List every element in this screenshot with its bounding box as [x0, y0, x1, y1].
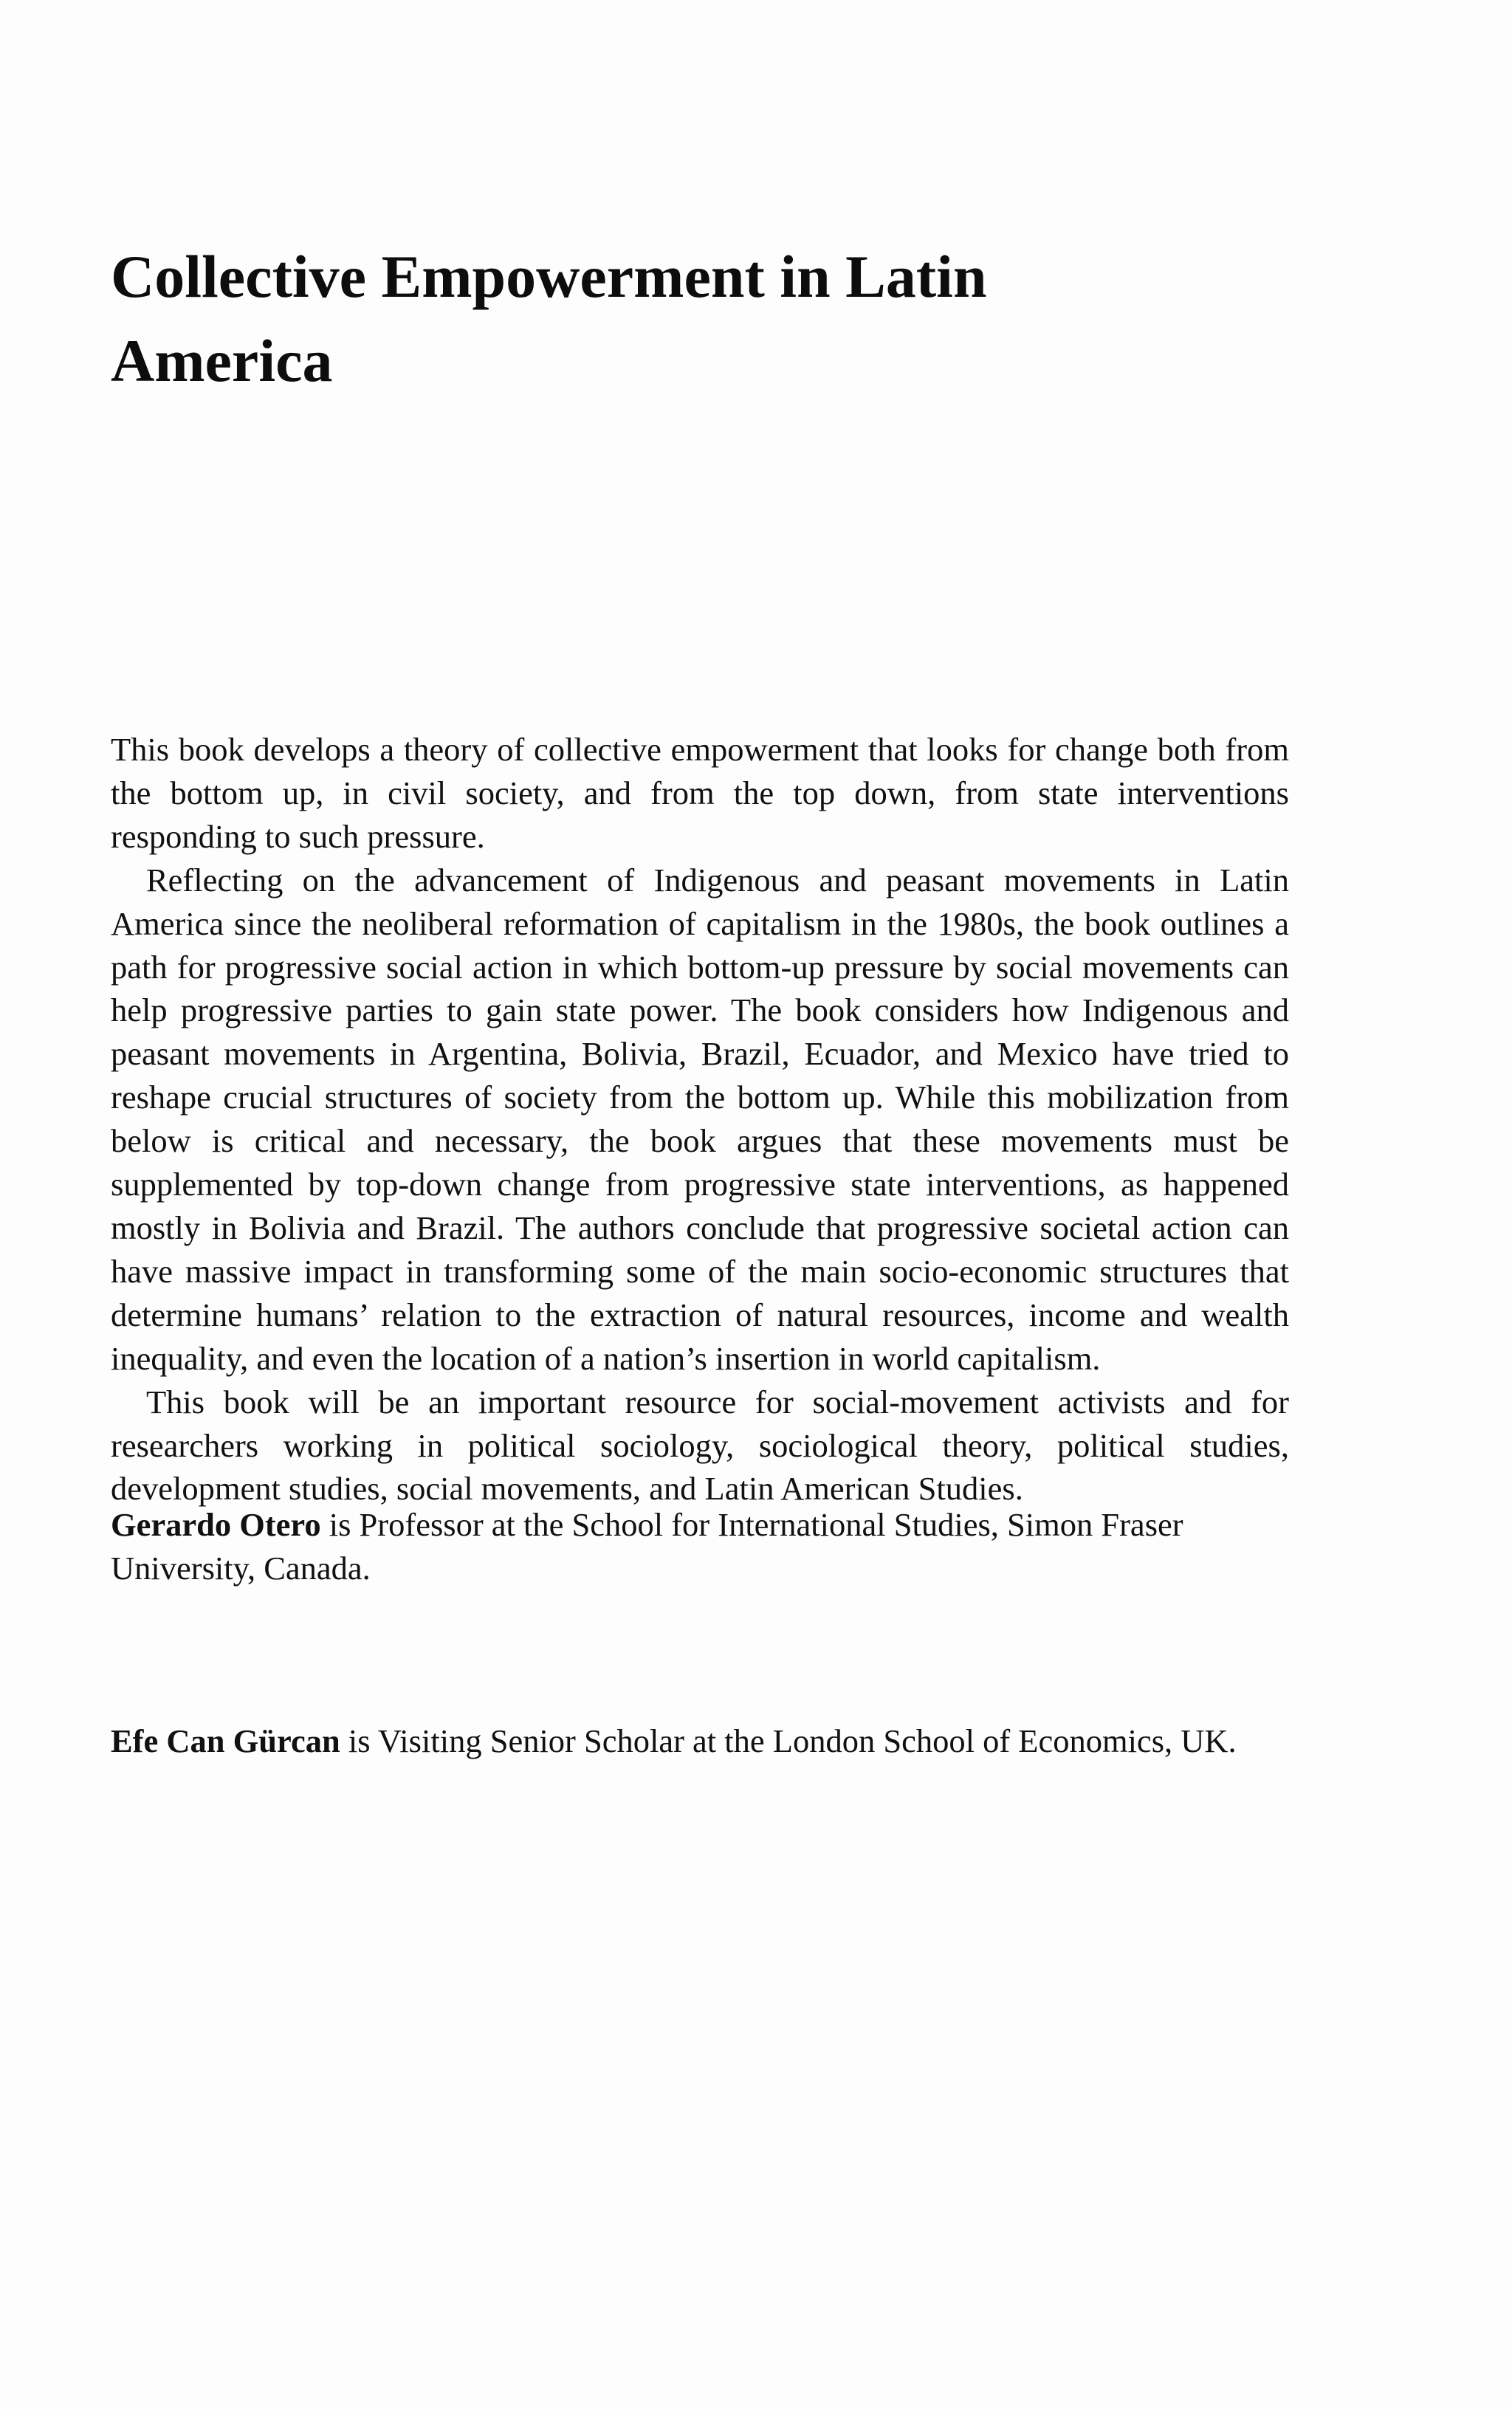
- book-title: [111, 235, 1144, 403]
- description-paragraph-2: Reflecting on the advancement of Indigenous and peasant movements in Latin America since the neoliberal reformation of capitalism in the 1980s, the book outlines a path for progressive social action in which bottom-up pressure by social movements can help progressive parties to gain state power. The book considers how Indigenous and peasant movements in Argentina, Bolivia, Brazil, Ecuador, and Mexico have tried to reshape crucial structures of society from the bottom up. While this mobilization from below is critical and necessary, the book argues that these movements must be supplemented by top-down change from progressive state interventions, as happened mostly in Bolivia and Brazil. The authors conclude that progressive societal action can have massive impact in transforming some of the main socio-economic structures that determine humans’ relation to the extraction of natural resources, income and wealth inequality, and even the location of a nation’s insertion in world capitalism.: [111, 861, 1289, 1377]
- description-paragraph-3: This book will be an important resource for social-movement activists and for researchers working in political sociology, sociological theory, political studies, development studies, social movements, and Latin American Studies.: [111, 1383, 1289, 1508]
- book-title-line-2: America: [111, 327, 333, 394]
- author-bio-text-gurcan: is Visiting Senior Scholar at the London School of Economics, UK.: [340, 1722, 1237, 1759]
- author-name-otero: Gerardo Otero: [111, 1506, 321, 1543]
- author-bio-otero: [111, 1503, 1289, 1590]
- author-bio-text-otero: is Professor at the School for International Studies, Simon Fraser University, Canada.: [111, 1506, 1183, 1587]
- description-paragraph-1: This book develops a theory of collective empowerment that looks for change both from the bottom up, in civil society, and from the top down, from state interventions responding to such pressure.: [111, 731, 1289, 855]
- book-title-line-1: Collective Empowerment in Latin: [111, 243, 987, 310]
- author-name-gurcan: Efe Can Gürcan: [111, 1722, 340, 1759]
- book-description: [111, 728, 1289, 1511]
- author-bio-gurcan: [111, 1719, 1289, 1763]
